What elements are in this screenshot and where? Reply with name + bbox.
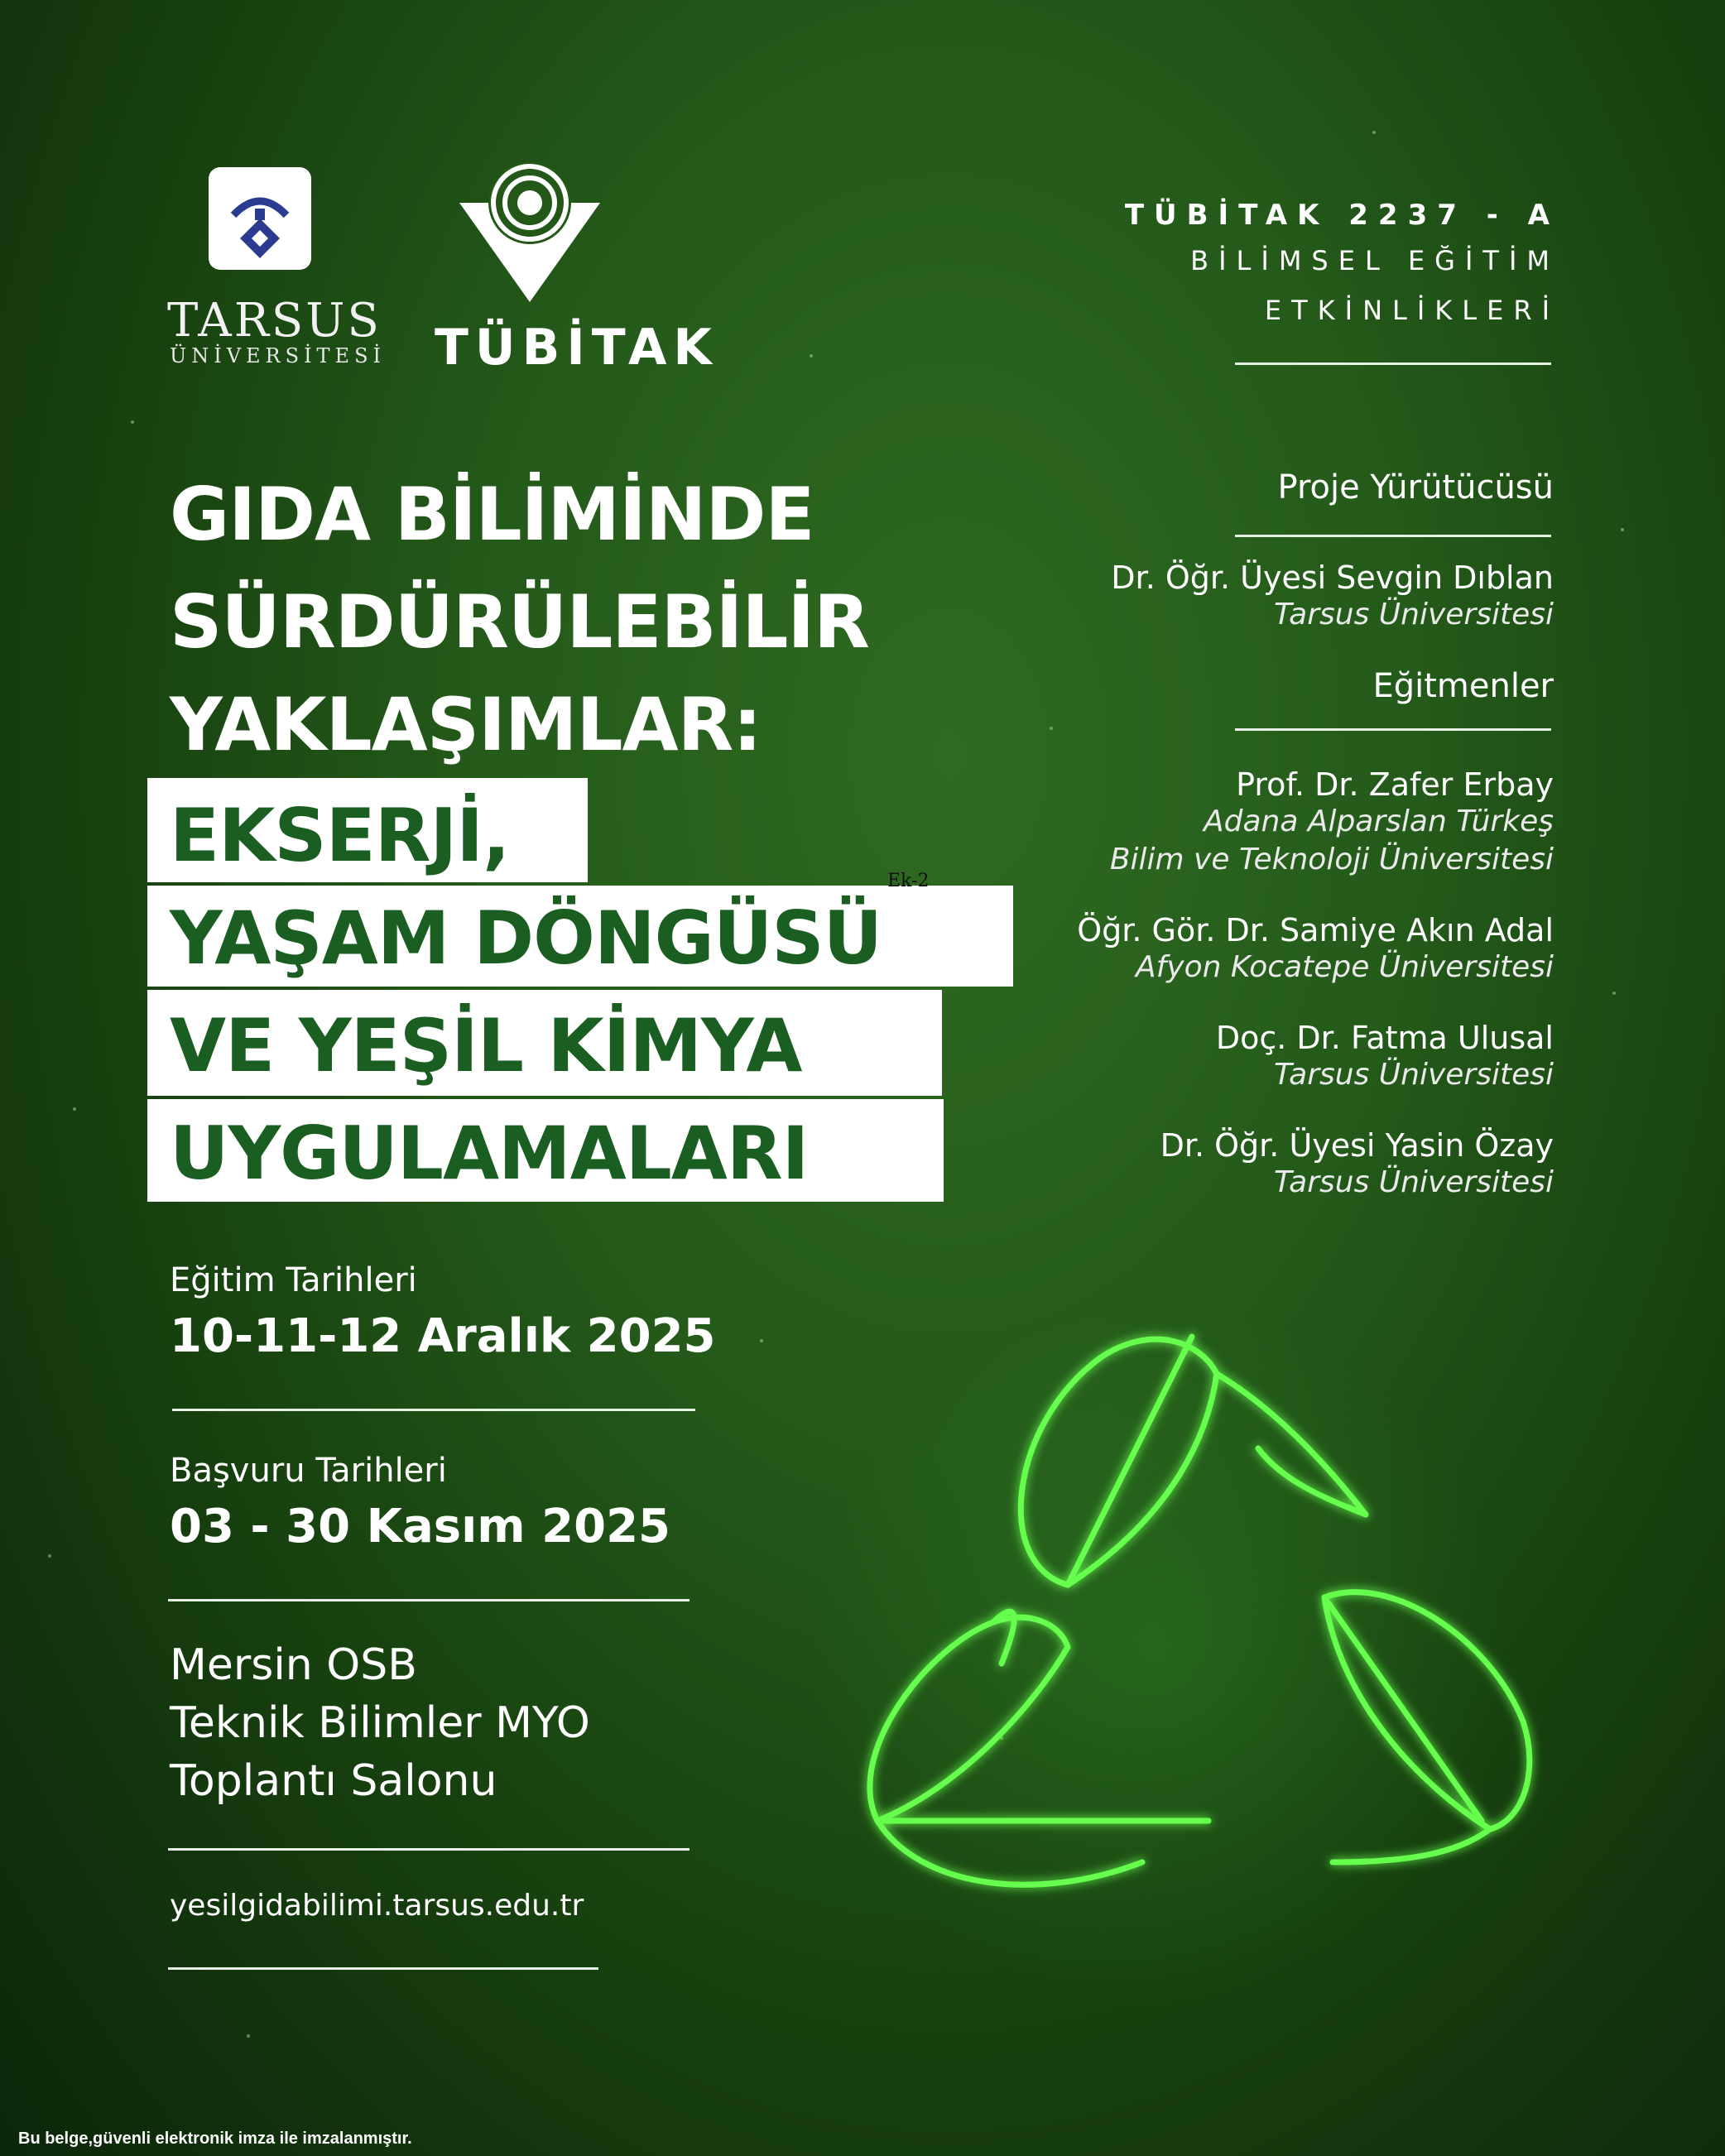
esignature-footer: Bu belge,güvenli elektronik imza ile imzalanmıştır. [18, 2130, 412, 2148]
title-highlight-2: YAŞAM DÖNGÜSÜ [170, 896, 882, 981]
tarsus-name: TARSUS [167, 294, 382, 348]
tubitak-logo [455, 157, 604, 306]
annex-label: Ek-2 [887, 871, 930, 891]
divider [1235, 728, 1551, 731]
trainer-institution: Tarsus Üniversitesi [1273, 1058, 1554, 1092]
trainer-name: Dr. Öğr. Üyesi Yasin Özay [1160, 1127, 1554, 1164]
coordinator-name: Dr. Öğr. Üyesi Sevgin Dıblan [1111, 559, 1554, 596]
title-line-1: GIDA BİLİMİNDE [170, 472, 814, 557]
recycle-leaves-icon [828, 1291, 1573, 1953]
divider [168, 1848, 690, 1851]
trainers-heading: Eğitmenler [1372, 667, 1554, 705]
title-highlight-4: UYGULAMALARI [170, 1111, 809, 1196]
training-dates-label: Eğitim Tarihleri [170, 1261, 417, 1299]
website-link[interactable]: yesilgidabilimi.tarsus.edu.tr [170, 1889, 584, 1923]
training-dates: 10-11-12 Aralık 2025 [170, 1309, 716, 1363]
trainer-name: Prof. Dr. Zafer Erbay [1236, 766, 1554, 803]
trainer-institution: Afyon Kocatepe Üniversitesi [1135, 950, 1554, 984]
divider [1235, 363, 1551, 365]
divider [168, 1967, 598, 1970]
application-dates-label: Başvuru Tarihleri [170, 1452, 447, 1490]
program-line-3: ETKİNLİKLERİ [1264, 295, 1559, 326]
title-line-2: SÜRDÜRÜLEBİLİR [170, 579, 869, 665]
application-dates: 03 - 30 Kasım 2025 [170, 1500, 671, 1553]
coordinator-institution: Tarsus Üniversitesi [1273, 598, 1554, 631]
trainer-name: Doç. Dr. Fatma Ulusal [1215, 1020, 1554, 1056]
trainer-institution: Adana Alparslan Türkeş [1203, 804, 1554, 838]
tarsus-university-logo [209, 167, 311, 270]
divider [172, 1409, 695, 1411]
location-line-1: Mersin OSB [170, 1640, 417, 1690]
trainer-institution: Bilim ve Teknoloji Üniversitesi [1109, 843, 1554, 876]
tarsus-subtitle: ÜNİVERSİTESİ [170, 344, 386, 367]
divider [1235, 535, 1551, 537]
coordinator-heading: Proje Yürütücüsü [1277, 468, 1554, 507]
location-line-3: Toplantı Salonu [170, 1756, 497, 1806]
title-highlight-1: EKSERJİ, [170, 793, 510, 878]
program-code: TÜBİTAK 2237 - A [1124, 199, 1559, 232]
divider [168, 1599, 690, 1601]
location-line-2: Teknik Bilimler MYO [170, 1698, 590, 1748]
trainer-institution: Tarsus Üniversitesi [1273, 1165, 1554, 1199]
program-line-2: BİLİMSEL EĞİTİM [1190, 245, 1559, 276]
title-line-3: YAKLAŞIMLAR: [170, 682, 762, 767]
trainer-name: Öğr. Gör. Dr. Samiye Akın Adal [1077, 912, 1554, 948]
tubitak-name: TÜBİTAK [435, 319, 718, 377]
title-highlight-3: VE YEŞİL KİMYA [170, 1003, 802, 1088]
